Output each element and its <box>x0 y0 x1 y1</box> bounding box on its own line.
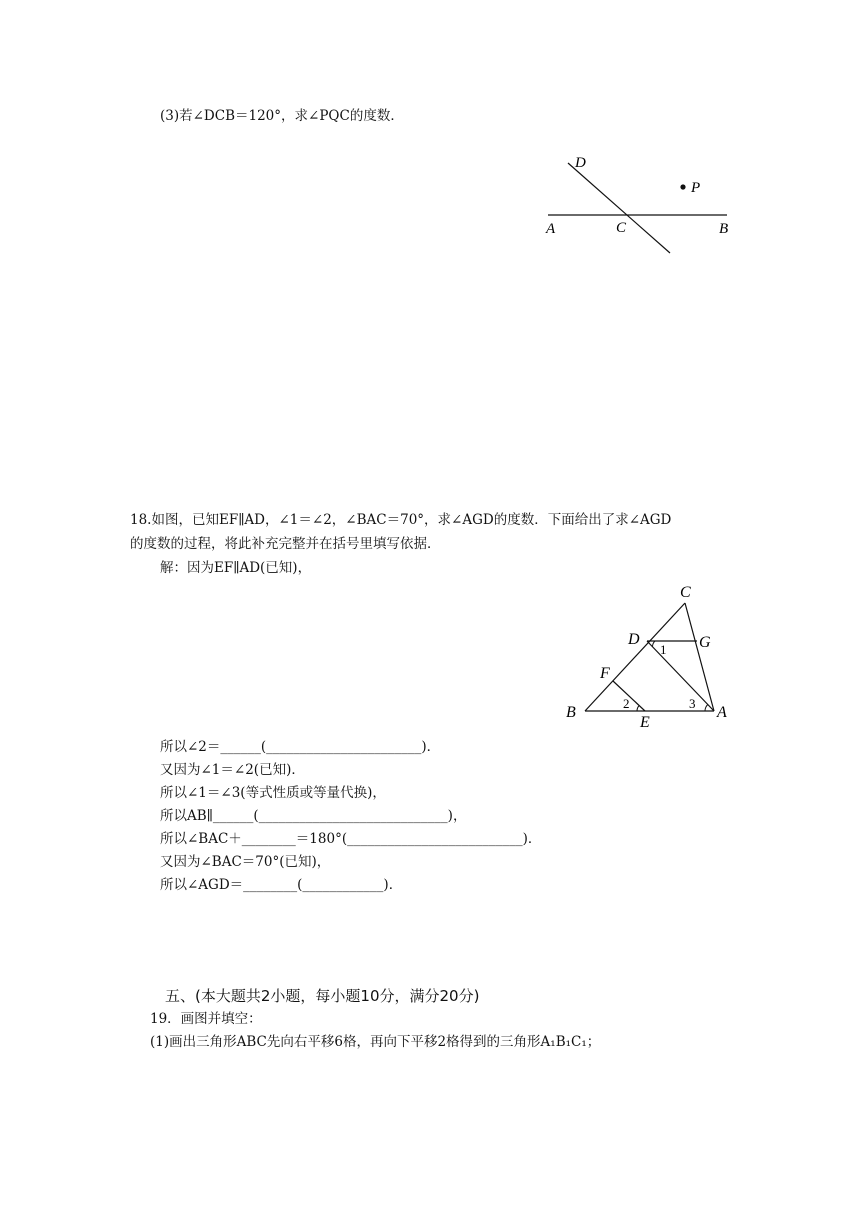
solution-step-5: 所以∠BAC＋________＝180°(__________________________)． <box>160 831 542 847</box>
question-19-part-1: (1)画出三角形ABC先向右平移6格，再向下平移2格得到的三角形A₁B₁C₁； <box>150 1034 601 1050</box>
label-angle-3: 3 <box>689 696 696 711</box>
solution-step-7: 所以∠AGD＝________(____________)． <box>160 877 403 893</box>
section-5-title: 五、(本大题共2小题，每小题10分，满分20分) <box>165 987 480 1005</box>
label-d: D <box>575 155 586 171</box>
label-angle-2: 2 <box>623 696 630 711</box>
question-19: 19．画图并填空： <box>150 1011 262 1027</box>
question-18-line-2: 的度数的过程，将此补充完整并在括号里填写依据． <box>130 536 441 552</box>
label-a: A <box>546 221 556 237</box>
question-17-part-3: (3)若∠DCB＝120°，求∠PQC的度数． <box>160 108 404 124</box>
angle-mark-1 <box>653 641 656 647</box>
solution-step-1: 所以∠2＝______(_______________________)． <box>160 739 441 755</box>
segment-bc <box>585 603 685 711</box>
label-e: E <box>640 714 650 731</box>
label-b: B <box>719 221 729 237</box>
label-p: P <box>691 180 701 196</box>
solution-step-4: 所以AB∥______(____________________________)， <box>160 808 467 824</box>
question-18-line-1: 18.如图，已知EF∥AD，∠1＝∠2，∠BAC＝70°，求∠AGD的度数．下面给出了求∠AGD <box>130 512 672 528</box>
label-a2: A <box>717 704 727 721</box>
label-b2: B <box>566 704 576 721</box>
line-dc <box>568 163 670 253</box>
angle-mark-3 <box>705 705 708 712</box>
label-d2: D <box>628 631 640 648</box>
solution-step-3: 所以∠1＝∠3(等式性质或等量代换)， <box>160 785 386 801</box>
solution-start: 解：因为EF∥AD(已知)， <box>160 560 312 576</box>
solution-step-2: 又因为∠1＝∠2(已知)． <box>160 762 305 778</box>
label-g: G <box>699 634 711 651</box>
point-p <box>680 184 685 189</box>
label-c: C <box>616 220 627 236</box>
label-c2: C <box>680 584 691 601</box>
label-f: F <box>600 665 610 682</box>
angle-mark-2 <box>637 706 639 712</box>
segment-ca <box>685 603 714 711</box>
solution-step-6: 又因为∠BAC＝70°(已知)， <box>160 854 331 870</box>
segment-da <box>647 641 714 711</box>
label-angle-1: 1 <box>660 642 667 657</box>
